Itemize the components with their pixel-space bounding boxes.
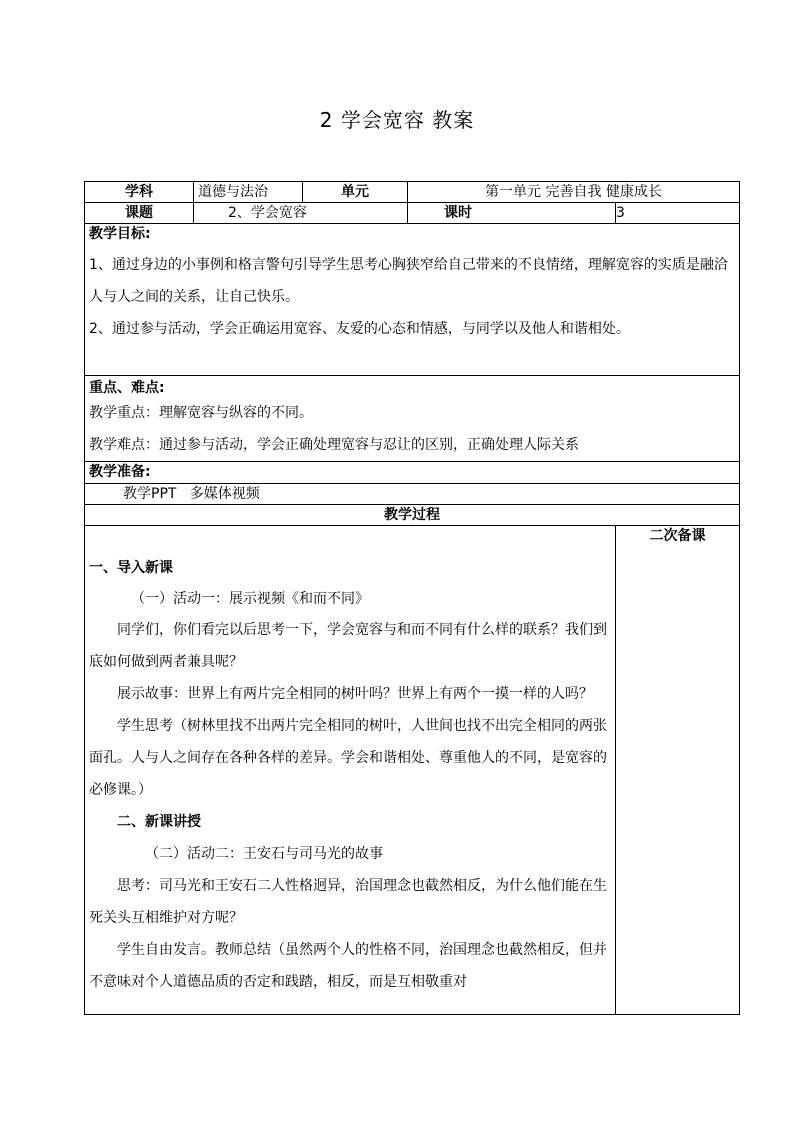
activity-2-heading: （二）活动二：王安石与司马光的故事	[145, 846, 383, 862]
keypoints-heading: 重点、难点:	[89, 380, 165, 396]
section-intro-heading: 一、导入新课	[89, 560, 173, 576]
preparation-content: 教学PPT 多媒体视频	[123, 486, 260, 502]
keypoints-row	[85, 376, 740, 462]
document-title: 2 学会宽容 教案	[319, 108, 475, 132]
objectives-row	[85, 224, 740, 376]
unit-value: 第一单元 完善自我 健康成长	[408, 182, 740, 203]
secondary-prep-heading: 二次备课	[649, 528, 706, 544]
process-heading: 教学过程	[85, 505, 740, 526]
topic-value: 2、学会宽容	[194, 203, 408, 224]
paragraph-2: 展示故事：世界上有两片完全相同的树叶吗？世界上有两个一摸一样的人吗？	[117, 686, 593, 702]
hours-value: 3	[616, 203, 740, 224]
info-row-2	[85, 203, 740, 224]
objective-item-2: 2、通过参与活动，学会正确运用宽容、友爱的心态和情感，与同学以及他人和谐相处。	[89, 321, 630, 337]
info-row-1	[85, 182, 740, 203]
activity-1-heading: （一）活动一：展示视频《和而不同》	[131, 591, 369, 607]
objective-item-1: 1、通过身边的小事例和格言警句引导学生思考心胸狭窄给自己带来的不良情绪，理解宽容的实质是融洽人与人之间的关系，让自己快乐。	[89, 257, 728, 305]
paragraph-1: 同学们，你们看完以后思考一下，学会宽容与和而不同有什么样的联系？我们到底如何做到两者兼具呢？	[89, 622, 607, 670]
paragraph-4: 思考：司马光和王安石二人性格迥异，治国理念也截然相反，为什么他们能在生死关头互相维护对方呢？	[89, 878, 607, 926]
subject-value: 道德与法治	[194, 182, 303, 203]
unit-label: 单元	[303, 182, 408, 203]
teaching-focus: 教学重点：理解宽容与纵容的不同。	[89, 405, 313, 421]
teaching-difficulty: 教学难点：通过参与活动，学会正确处理宽容与忍让的区别，正确处理人际关系	[89, 437, 579, 453]
paragraph-3: 学生思考（树林里找不出两片完全相同的树叶，人世间也找不出完全相同的两张面孔。人与人之间存在各种各样的差异。学会和谐相处、尊重他人的不同，是宽容的必修课。）	[89, 718, 607, 798]
section-new-lesson-heading: 二、新课讲授	[117, 814, 201, 830]
objectives-heading: 教学目标:	[89, 226, 151, 242]
process-heading-row	[85, 505, 740, 526]
preparation-heading-row	[85, 462, 740, 484]
preparation-heading: 教学准备:	[89, 464, 151, 480]
subject-label: 学科	[85, 182, 194, 203]
topic-label: 课题	[85, 203, 194, 224]
hours-label: 课时	[408, 203, 616, 224]
process-body-row	[85, 526, 740, 1015]
lesson-plan-table	[84, 181, 740, 1015]
preparation-content-row	[85, 484, 740, 505]
paragraph-5: 学生自由发言。教师总结（虽然两个人的性格不同，治国理念也截然相反，但并不意味对个人道德品质的否定和践踏，相反，而是互相敬重对	[89, 942, 607, 990]
